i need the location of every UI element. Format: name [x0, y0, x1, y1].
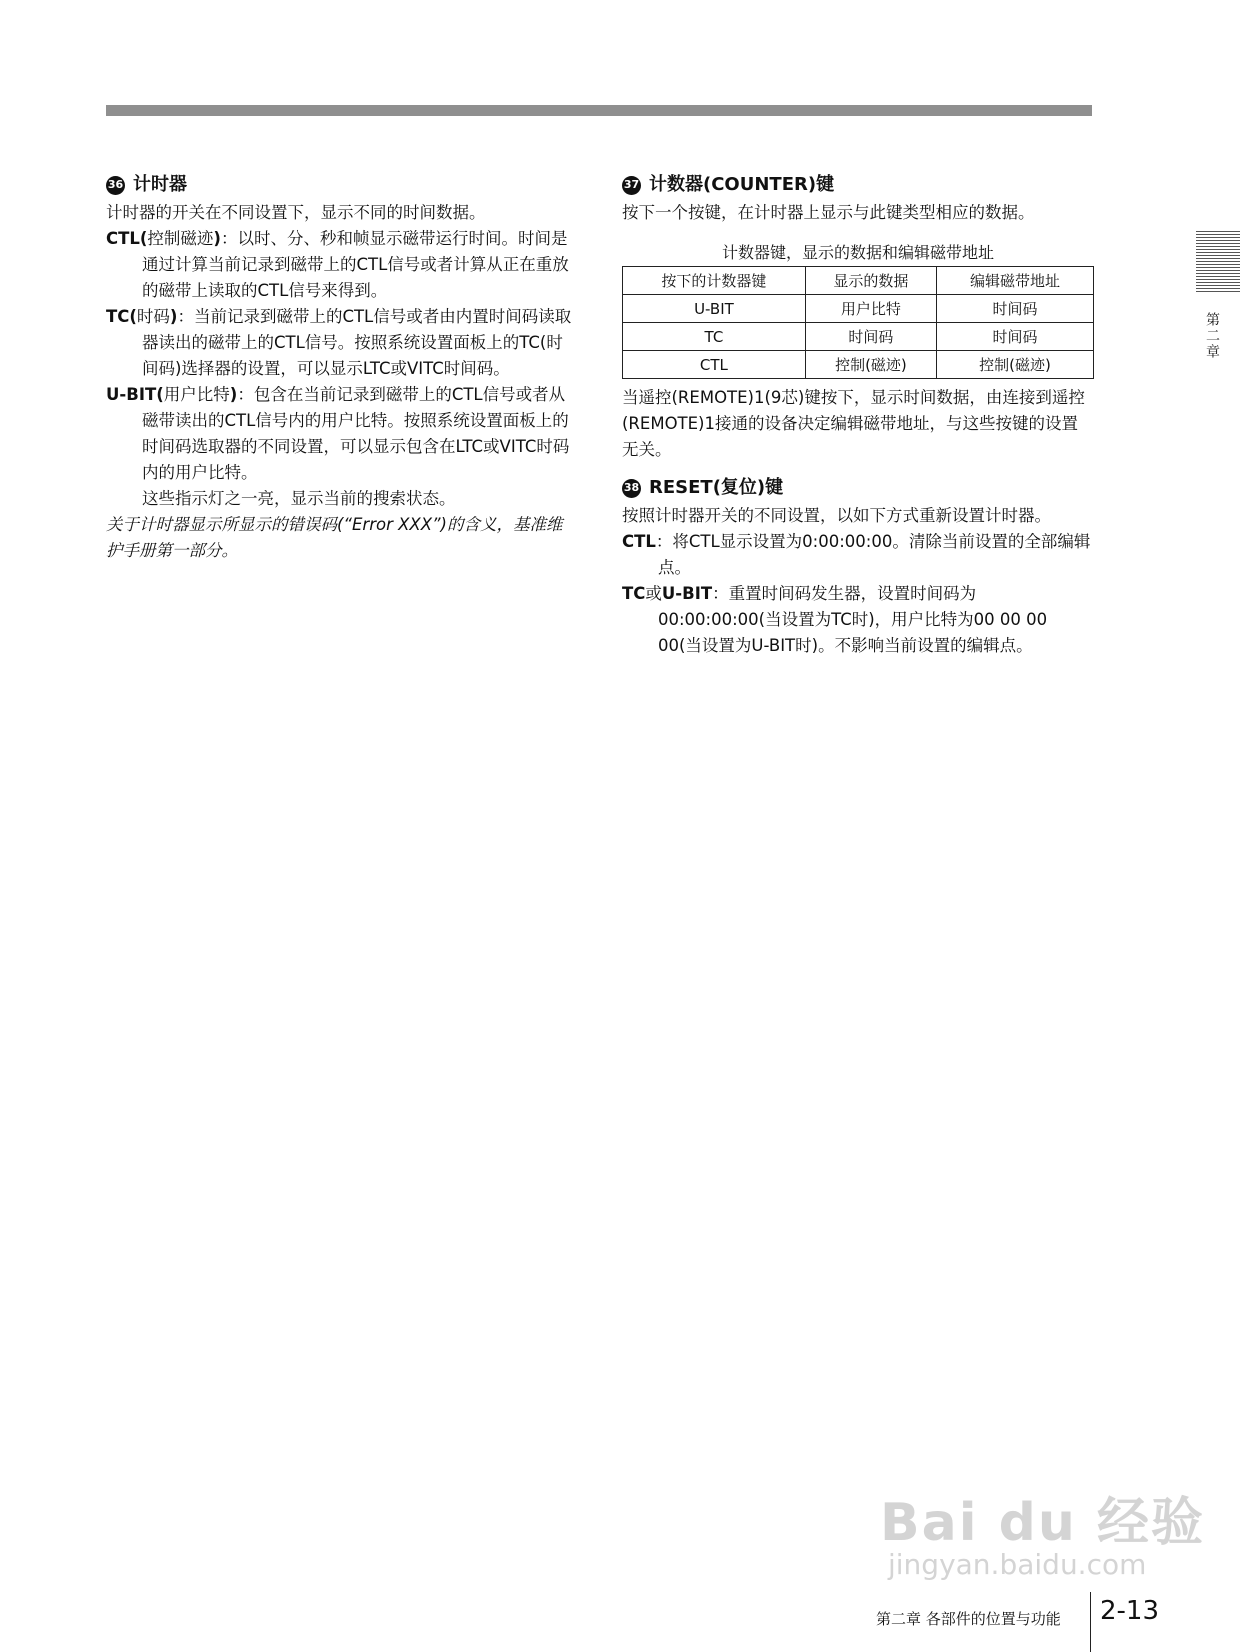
- footer-divider: [1090, 1592, 1091, 1652]
- table-header-cell: 按下的计数器键: [623, 267, 806, 295]
- table-header-cell: 显示的数据: [805, 267, 936, 295]
- left-column: [106, 172, 578, 564]
- section-36-intro: 计时器的开关在不同设置下，显示不同的时间数据。: [106, 203, 486, 222]
- circle-number-38: 38: [622, 479, 641, 498]
- circle-number-36: 36: [106, 176, 125, 195]
- table-row: [623, 295, 1094, 323]
- table-row: [623, 351, 1094, 379]
- ctl-definition: CTL(控制磁迹)：以时、分、秒和帧显示磁带运行时间。时间是通过计算当前记录到磁带上的CTL信号或者计算从正在重放的磁带上读取的CTL信号来得到。: [106, 229, 569, 300]
- section-37-heading: [622, 172, 1094, 198]
- page-number: 2-13: [1100, 1596, 1160, 1626]
- circle-number-37: 37: [622, 176, 641, 195]
- table-cell: 时间码: [936, 323, 1093, 351]
- table-cell: 时间码: [805, 323, 936, 351]
- table-cell: 时间码: [936, 295, 1093, 323]
- counter-table: [622, 266, 1094, 379]
- chapter-tab-marker: [1196, 230, 1240, 292]
- table-header-row: [623, 267, 1094, 295]
- table-caption: 计数器键，显示的数据和编辑磁带地址: [721, 243, 994, 262]
- watermark-url: jingyan.baidu.com: [888, 1548, 1147, 1581]
- section-37-intro: 按下一个按键，在计时器上显示与此键类型相应的数据。: [622, 203, 1035, 222]
- table-cell: 用户比特: [805, 295, 936, 323]
- chapter-tab-label: 第二章: [1204, 312, 1220, 360]
- section-38-intro: 按照计时器开关的不同设置，以如下方式重新设置计时器。: [622, 506, 1051, 525]
- footer-chapter: 第二章 各部件的位置与功能: [876, 1610, 1061, 1628]
- table-row: [623, 323, 1094, 351]
- reset-ctl-definition: CTL：将CTL显示设置为0:00:00:00。清除当前设置的全部编辑点。: [622, 532, 1091, 577]
- tc-definition: TC(时码)：当前记录到磁带上的CTL信号或者由内置时间码读取器读出的磁带上的CTL信号。按照系统设置面板上的TC(时间码)选择器的设置，可以显示LTC或VITC时间码。: [106, 307, 572, 378]
- section-38-title: RESET(复位)键: [649, 477, 784, 498]
- section-38-heading: [622, 475, 1094, 501]
- indicator-note: 这些指示灯之一亮，显示当前的搜索状态。: [142, 489, 456, 508]
- table-cell: 控制(磁迹): [936, 351, 1093, 379]
- watermark-logo: Bai du 经验: [880, 1493, 1205, 1553]
- table-cell: U-BIT: [623, 295, 806, 323]
- section-36-heading: [106, 172, 578, 198]
- table-header-cell: 编辑磁带地址: [936, 267, 1093, 295]
- right-column: [622, 172, 1094, 659]
- table-cell: 控制(磁迹): [805, 351, 936, 379]
- section-36-title: 计时器: [133, 174, 187, 195]
- error-code-note: 关于计时器显示所显示的错误码(“Error XXX”)的含义，基准维护手册第一部分。: [106, 515, 563, 560]
- remote-note: 当遥控(REMOTE)1(9芯)键按下，显示时间数据，由连接到遥控(REMOTE)1接通的设备决定编辑磁带地址，与这些按键的设置无关。: [622, 388, 1085, 459]
- ubit-definition: U-BIT(用户比特)：包含在当前记录到磁带上的CTL信号或者从磁带读出的CTL信号内的用户比特。按照系统设置面板上的时间码选取器的不同设置，可以显示包含在LTC或VITC时码内的用户比特。: [106, 385, 570, 482]
- header-rule: [106, 105, 1092, 116]
- reset-tc-ubit-definition: TC或U-BIT：重置时间码发生器，设置时间码为00:00:00:00(当设置为TC时)，用户比特为00 00 00 00(当设置为U-BIT时)。不影响当前设置的编辑点。: [622, 584, 1048, 655]
- table-cell: TC: [623, 323, 806, 351]
- section-37-title: 计数器(COUNTER)键: [649, 174, 835, 195]
- table-cell: CTL: [623, 351, 806, 379]
